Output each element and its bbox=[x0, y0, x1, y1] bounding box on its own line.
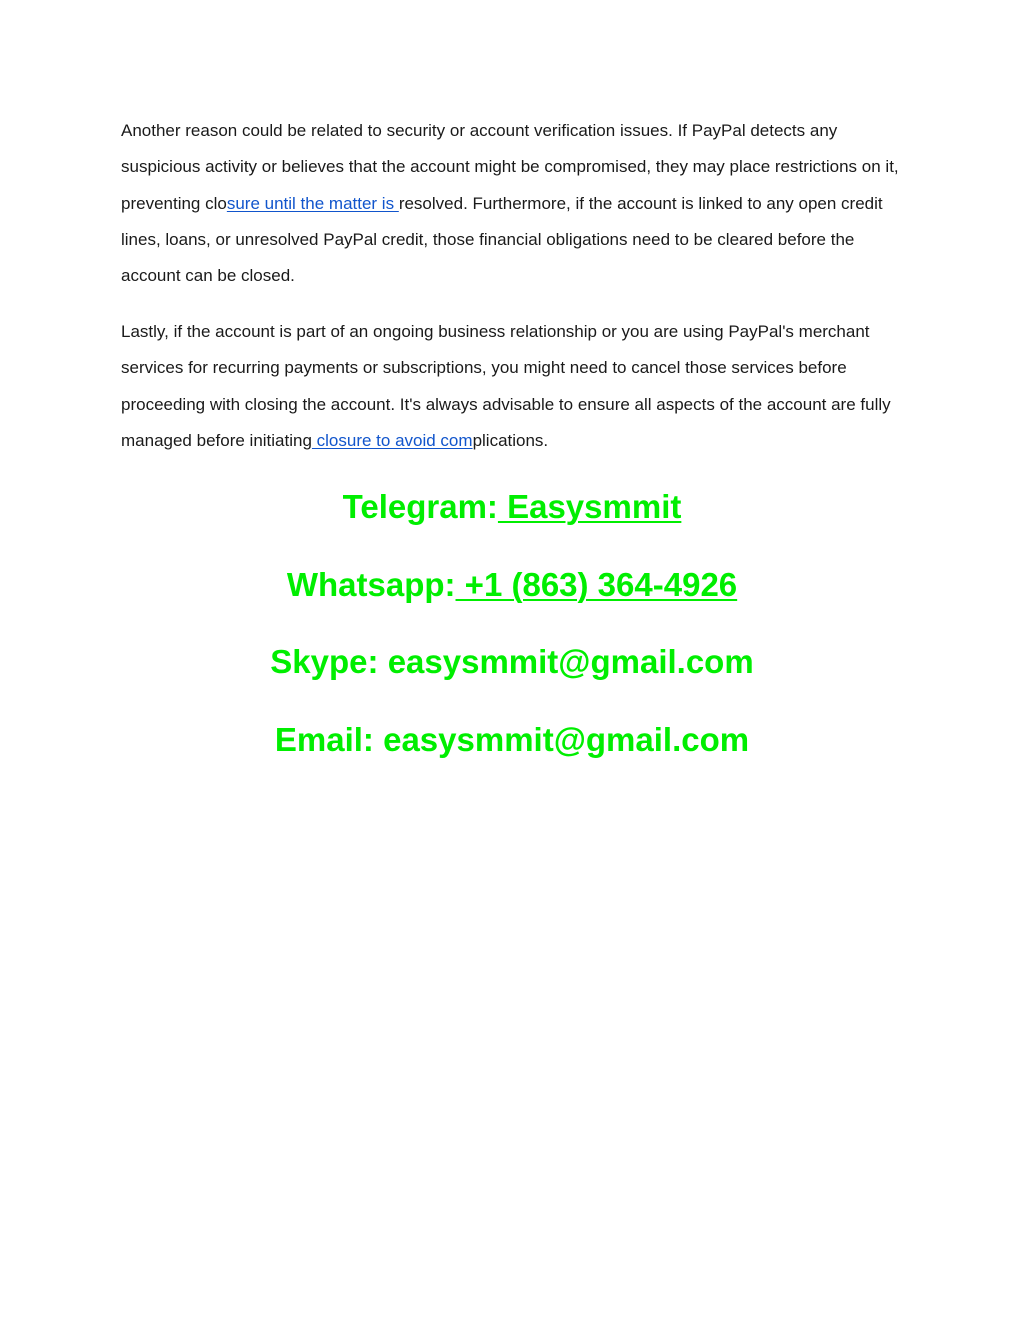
inline-link-closure[interactable]: closure to avoid com bbox=[311, 430, 473, 450]
inline-link-resolved[interactable]: sure until the matter is bbox=[226, 193, 399, 213]
contact-email bbox=[0, 720, 1024, 760]
telegram-link[interactable]: Easysmmit bbox=[497, 488, 682, 525]
whatsapp-link[interactable]: +1 (863) 364-4926 bbox=[455, 566, 738, 603]
contact-label-telegram: Telegram: bbox=[342, 488, 498, 525]
skype-value: easysmmit@gmail.com bbox=[387, 643, 754, 680]
contact-label-whatsapp: Whatsapp: bbox=[286, 566, 456, 603]
paragraph-security-reasons bbox=[121, 113, 911, 294]
contact-skype bbox=[0, 642, 1024, 682]
contact-telegram bbox=[0, 487, 1024, 527]
contact-label-skype: Skype: bbox=[270, 643, 388, 680]
contact-whatsapp bbox=[0, 565, 1024, 605]
paragraph-text: resolved. Furthermore, if the account is linked to any open credit lines, loans, or unresolved PayPal credit, those financial obligations need to be cleared before the account can be closed. bbox=[121, 193, 883, 286]
paragraph-text: Lastly, if the account is part of an ongoing business relationship or you are using PayPal's merchant services for recurring payments or subscriptions, you might need to cancel those services before proceeding with closing the account. It's always advisable to ensure all aspects of the account are fully managed before initiating bbox=[121, 322, 891, 450]
email-value: easysmmit@gmail.com bbox=[383, 721, 750, 758]
contact-label-email: Email: bbox=[274, 721, 384, 758]
paragraph-business-relationship bbox=[121, 314, 911, 459]
paragraph-text: plications. bbox=[472, 430, 549, 450]
paragraph-text: Another reason could be related to security or account verification issues. If PayPal detects any suspicious activity or believes that the account might be compromised, they may place restrictions on it, preventing clo bbox=[121, 121, 899, 213]
